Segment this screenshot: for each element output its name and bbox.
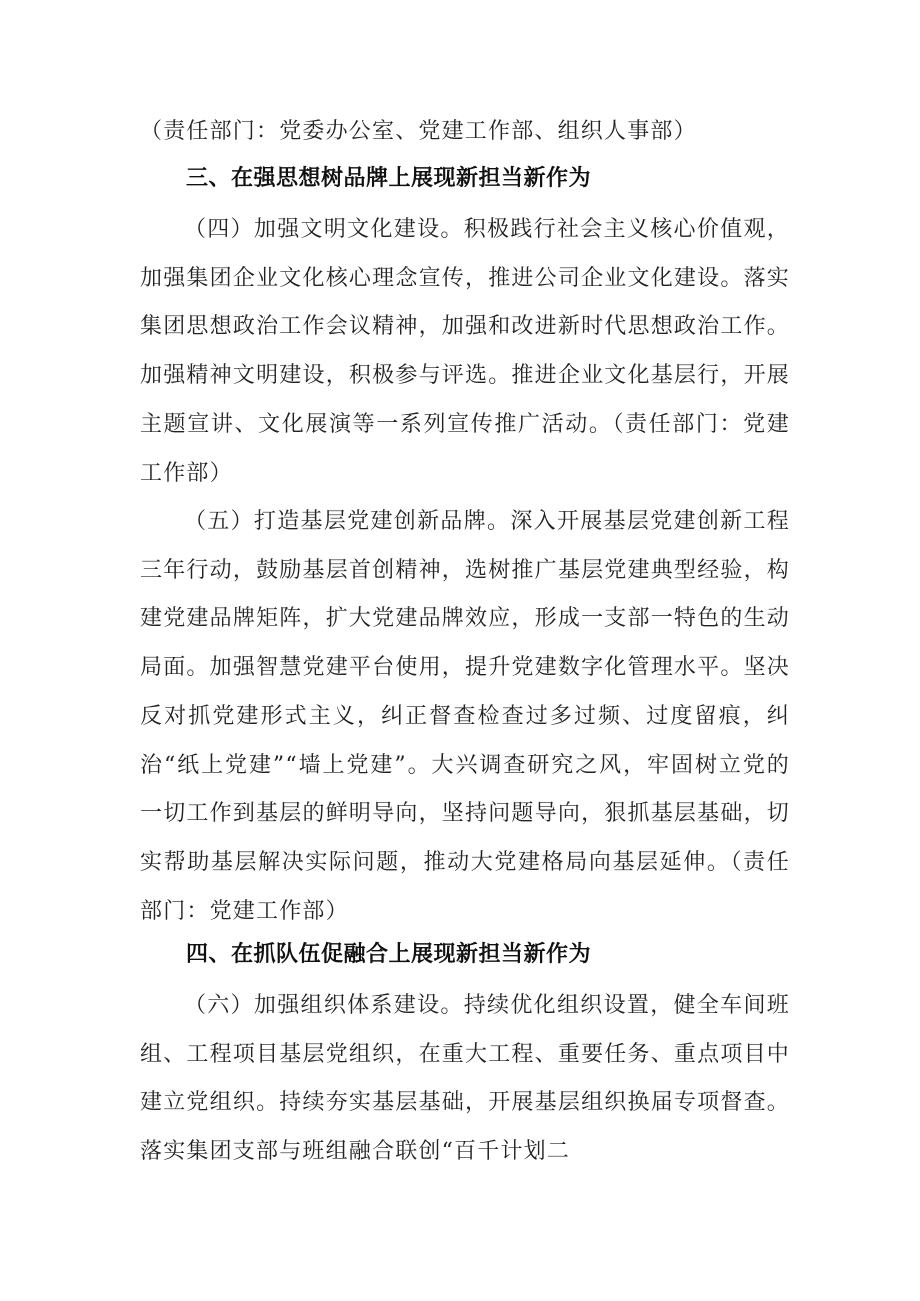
section-four-heading: 四、在抓队伍促融合上展现新担当新作为	[186, 942, 592, 967]
paragraph-five: （五）打造基层党建创新品牌。深入开展基层党建创新工程三年行动，鼓励基层首创精神，选树推广基层党建典型经验，构建党建品牌矩阵，扩大党建品牌效应，形成一支部一特色的生动局面。加强智慧党建平台使用，提升党建数字化管理水平。坚决反对抓党建形式主义，纠正督查检查过多过频、过度留痕，纠治“纸上党建”“墙上党建”。大兴调查研究之风，牢固树立党的一切工作到基层的鲜明导向，坚持问题导向，狠抓基层基础，切实帮助基层解决实际问题，推动大党建格局向基层延伸。（责任部门：党建工作部）	[140, 509, 790, 924]
paragraph-four: （四）加强文明文化建设。积极践行社会主义核心价值观，加强集团企业文化核心理念宣传，推进公司企业文化建设。落实集团思想政治工作会议精神，加强和改进新时代思想政治工作。加强精神文明建设，积极参与评选。推进企业文化基层行，开展主题宣讲、文化展演等一系列宣传推广活动。（责任部门：党建工作部）	[140, 217, 790, 486]
paragraph-six: （六）加强组织体系建设。持续优化组织设置，健全车间班组、工程项目基层党组织，在重大工程、重要任务、重点项目中建立党组织。持续夯实基层基础，开展基层组织换届专项督查。落实集团支部与班组融合联创“百千计划二	[140, 993, 790, 1165]
responsibility-line-top: （责任部门：党委办公室、党建工作部、组织人事部）	[140, 119, 697, 144]
section-three-heading: 三、在强思想树品牌上展现新担当新作为	[186, 166, 592, 191]
